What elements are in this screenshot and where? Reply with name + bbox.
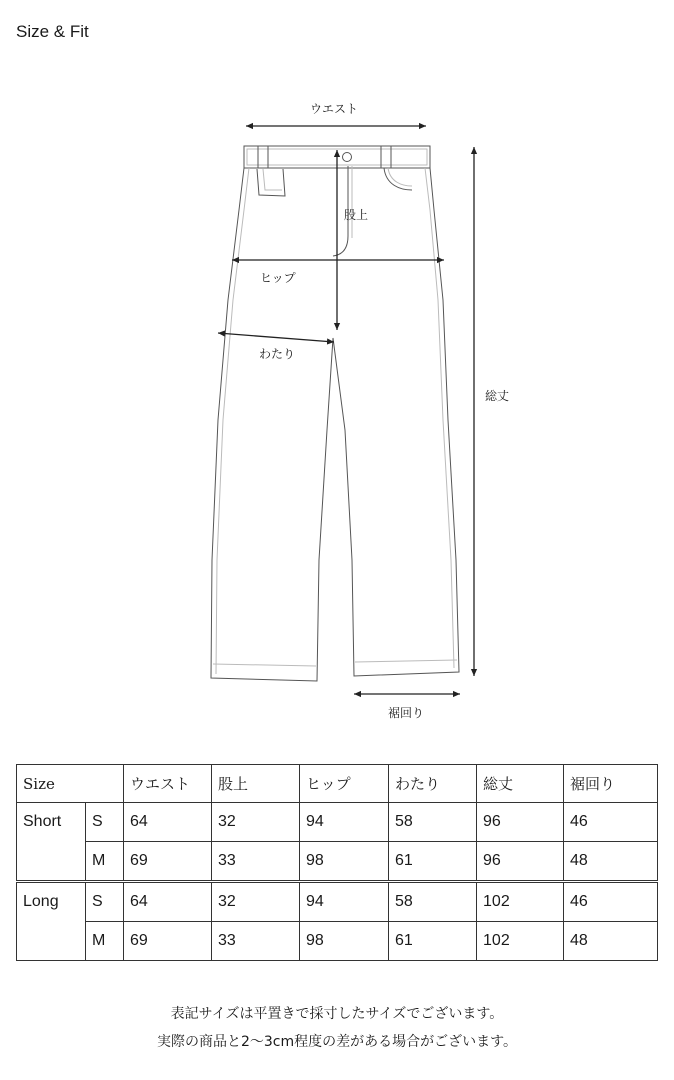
value-cell: 61 xyxy=(389,922,477,961)
note-line: 実際の商品と2〜3cm程度の差がある場合がございます。 xyxy=(156,1034,518,1050)
pants-outline xyxy=(211,146,459,681)
page-title: Size & Fit xyxy=(16,22,89,41)
value-cell: 48 xyxy=(564,922,658,961)
value-cell: 102 xyxy=(477,882,564,922)
value-cell: 98 xyxy=(300,842,389,882)
length-label: 総丈 xyxy=(485,389,510,403)
value-cell: 58 xyxy=(389,882,477,922)
waist-label: ウエスト xyxy=(310,102,359,116)
value-cell: 46 xyxy=(564,803,658,842)
value-cell: 96 xyxy=(477,803,564,842)
note-line: 表記サイズは平置きで採寸したサイズでございます。 xyxy=(170,1006,504,1022)
value-cell: 96 xyxy=(477,842,564,882)
table-row xyxy=(17,842,658,882)
value-cell: 61 xyxy=(389,842,477,882)
size-cell: M xyxy=(86,842,124,882)
hip-label: ヒップ xyxy=(260,271,296,285)
size-cell: S xyxy=(86,803,124,842)
size-table xyxy=(16,764,658,961)
thigh-label: わたり xyxy=(259,347,296,361)
value-cell: 46 xyxy=(564,882,658,922)
size-cell: M xyxy=(86,922,124,961)
header-hip: ヒップ xyxy=(300,765,389,803)
value-cell: 48 xyxy=(564,842,658,882)
header-rise: 股上 xyxy=(212,765,300,803)
value-cell: 33 xyxy=(212,842,300,882)
value-cell: 64 xyxy=(124,882,212,922)
hem-label: 裾回り xyxy=(388,706,425,720)
value-cell: 94 xyxy=(300,803,389,842)
value-cell: 32 xyxy=(212,803,300,842)
group-name-long: Long xyxy=(17,882,86,961)
value-cell: 98 xyxy=(300,922,389,961)
table-header-row xyxy=(17,765,658,803)
header-length: 総丈 xyxy=(477,765,564,803)
value-cell: 64 xyxy=(124,803,212,842)
value-cell: 69 xyxy=(124,922,212,961)
value-cell: 94 xyxy=(300,882,389,922)
header-size: Size xyxy=(17,765,124,803)
group-name-short: Short xyxy=(17,803,86,882)
table-row xyxy=(17,803,658,842)
table-row xyxy=(17,922,658,961)
size-cell: S xyxy=(86,882,124,922)
value-cell: 58 xyxy=(389,803,477,842)
value-cell: 33 xyxy=(212,922,300,961)
header-thigh: わたり xyxy=(389,765,477,803)
header-waist: ウエスト xyxy=(124,765,212,803)
header-hem: 裾回り xyxy=(564,765,658,803)
value-cell: 69 xyxy=(124,842,212,882)
thigh-arrow xyxy=(218,333,334,342)
value-cell: 32 xyxy=(212,882,300,922)
value-cell: 102 xyxy=(477,922,564,961)
rise-label: 股上 xyxy=(344,208,369,222)
table-row xyxy=(17,882,658,922)
measurement-notes xyxy=(0,1000,674,1056)
